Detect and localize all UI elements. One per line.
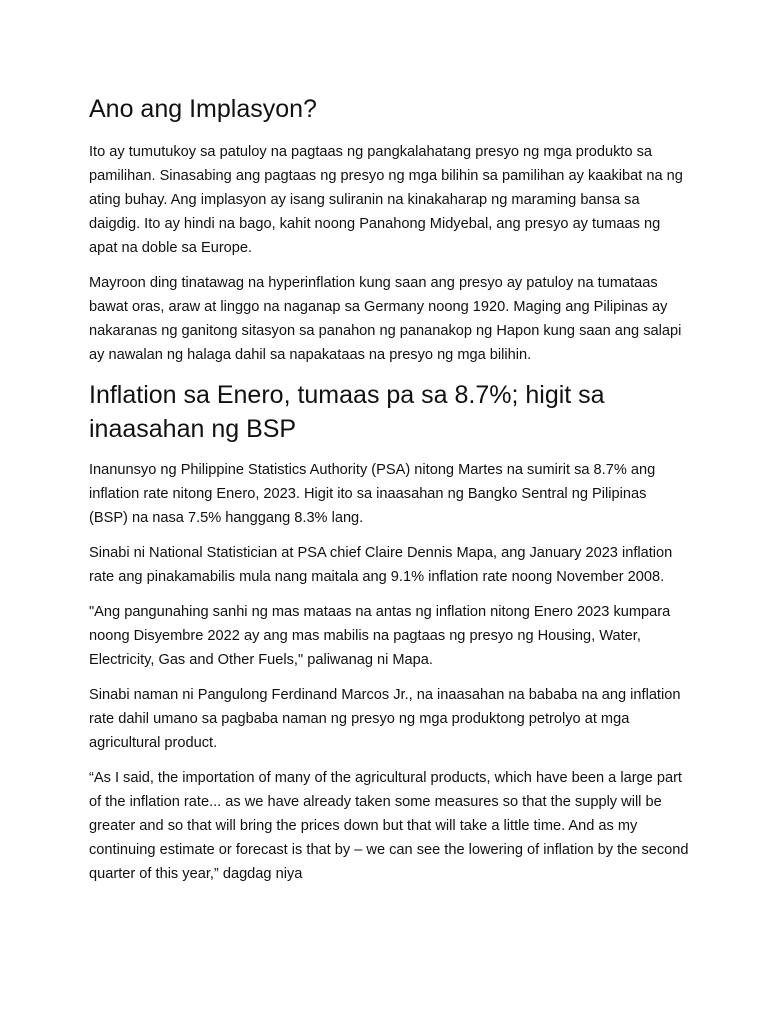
paragraph: Mayroon ding tinatawag na hyperinflation kung saan ang presyo ay patuloy na tumataas bawat oras, araw at linggo na naganap sa Germany noong 1920. Maging ang Pilipinas ay nakaranas ng ganitong sitasyon sa panahon ng pananakop ng Hapon kung saan ang salapi ay nawalan ng halaga dahil sa napakataas na presyo ng mga bilihin. [89, 275, 682, 363]
paragraph: Inanunsyo ng Philippine Statistics Authority (PSA) nitong Martes na sumirit sa 8.7% ang inflation rate nitong Enero, 2023. Higit ito sa inaasahan ng Bangko Sentral ng Pilipinas (BSP) na nasa 7.5% hanggang 8.3% lang. [89, 462, 656, 526]
paragraph: Ito ay tumutukoy sa patuloy na pagtaas ng pangkalahatang presyo ng mga produkto sa pamilihan. Sinasabing ang pagtaas ng presyo ng mga bilihin sa pamilihan ay kaakibat na ng ating buhay. Ang implasyon ay isang suliranin na kinakaharap ng maraming bansa sa daigdig. Ito ay hindi na bago, kahit noong Panahong Midyebal, ang presyo ay tumaas ng apat na doble sa Europe. [89, 144, 683, 256]
section-heading-implasyon: Ano ang Implasyon? [89, 95, 317, 123]
document-page [89, 92, 689, 897]
paragraph: “As I said, the importation of many of the agricultural products, which have been a large part of the inflation rate... as we have already taken some measures so that the supply will be greater and so that will bring the prices down but that will take a little time. And as my continuing estimate or forecast is that by – we can see the lowering of inflation by the second quarter of this year,” dagdag niya [89, 770, 689, 882]
paragraph: Sinabi naman ni Pangulong Ferdinand Marcos Jr., na inaasahan na bababa na ang inflation rate dahil umano sa pagbaba naman ng presyo ng mga produktong petrolyo at mga agricultural product. [89, 687, 681, 751]
paragraph: "Ang pangunahing sanhi ng mas mataas na antas ng inflation nitong Enero 2023 kumpara noong Disyembre 2022 ay ang mas mabilis na pagtaas ng presyo ng Housing, Water, Electricity, Gas and Other Fuels," paliwanag ni Mapa. [89, 604, 671, 668]
section-heading-inflation-enero: Inflation sa Enero, tumaas pa sa 8.7%; higit sa inaasahan ng BSP [89, 381, 605, 443]
paragraph: Sinabi ni National Statistician at PSA chief Claire Dennis Mapa, ang January 2023 inflation rate ang pinakamabilis mula nang maitala ang 9.1% inflation rate noong November 2008. [89, 545, 673, 585]
